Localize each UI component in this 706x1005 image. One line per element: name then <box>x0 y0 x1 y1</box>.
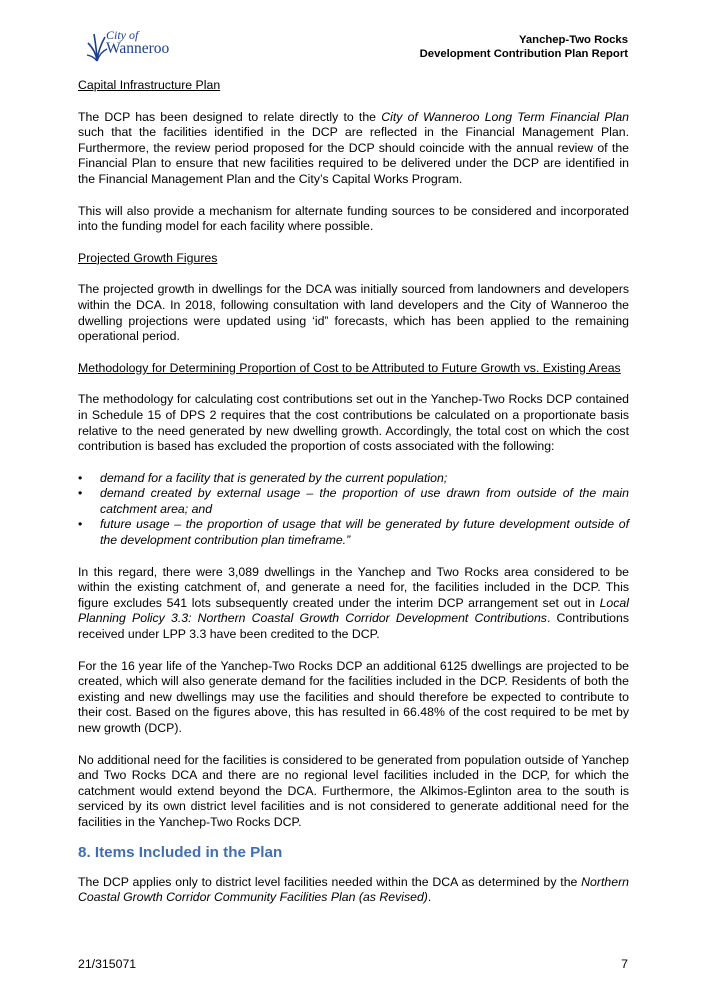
growth-paragraph: The projected growth in dwellings for the DCA was initially sourced from landowners and developers within the DCA. In 2018, following consultation with land developers and the City of Wanneroo the dwelling projections were updated using ‘id” forecasts, which has been applied to the remaining operational period. <box>78 282 629 344</box>
list-item: • demand created by external usage – the proportion of use drawn from outside of the main catchment area; and <box>78 486 629 516</box>
document-number: 21/315071 <box>78 957 137 971</box>
items-paragraph: The DCP applies only to district level facilities needed within the DCA as determined by the Northern Coastal Growth Corridor Community Facilities Plan (as Revised). <box>78 874 629 905</box>
logo-city-text: City of <box>106 28 139 42</box>
regard-paragraph: In this regard, there were 3,089 dwellings in the Yanchep and Two Rocks area considered to be within the existing catchment of, and generate a need for, the facilities included in the DCP. This figure excludes 541 lots subsequently created under the interim DCP arrangement set out in Local Planning Policy 3.3: Northern Coastal Growth Corridor Development Contributions. Contributions received under LPP 3.3 have been credited to the DCP. <box>78 564 630 642</box>
logo-name-text: Wanneroo <box>106 40 170 57</box>
no-additional-need-paragraph: No additional need for the facilities is considered to be generated from population outside of Yanchep and Two Rocks DCA and there are no regional level facilities included in the DCP, for which the catchment would extend beyond the DCA. Furthermore, the Alkimos-Eglinton area to the south is serviced by its own district level facilities and is not considered to generate additional need for the facilities in the Yanchep-Two Rocks DCP. <box>78 752 629 829</box>
methodology-paragraph: The methodology for calculating cost contributions set out in the Yanchep-Two Rocks DCP contained in Schedule 15 of DPS 2 requires that the cost contributions be calculated on a proportionate basis relative to the need generated by new dwelling growth. Accordingly, the total cost on which the cost contribution is based has excluded the proportion of costs associated with the following: <box>78 392 629 454</box>
items-section-heading: 8. Items Included in the Plan <box>78 843 283 861</box>
list-item: • demand for a facility that is generated by the current population; <box>78 470 448 485</box>
capital-paragraph-1: The DCP has been designed to relate directly to the City of Wanneroo Long Term Financial Plan such that the facilities identified in the DCP are reflected in the Financial Management Plan. Furthermore, the review period proposed for the DCP should coincide with the annual review of the Financial Plan to ensure that new facilities required to be delivered under the DCP are identified in the Financial Management Plan and the City’s Capital Works Program. <box>78 109 629 186</box>
capital-heading: Capital Infrastructure Plan <box>78 78 221 92</box>
city-logo <box>86 29 196 65</box>
list-item: • future usage – the proportion of usage that will be generated by future development outside of the development contribution plan timeframe.” <box>78 517 629 548</box>
header-line-2: Development Contribution Plan Report <box>419 48 628 60</box>
cost-exclusion-list <box>78 471 629 549</box>
report-header <box>420 33 628 61</box>
methodology-heading: Methodology for Determining Proportion of Cost to be Attributed to Future Growth vs. Existing Areas <box>78 360 621 375</box>
page-number: 7 <box>621 957 628 971</box>
body-content <box>78 78 629 906</box>
dcp-life-paragraph: For the 16 year life of the Yanchep-Two Rocks DCP an additional 6125 dwellings are projected to be created, which will also generate demand for the facilities included in the DCP. Residents of both the existing and new dwellings may use the facilities and should therefore be expected to contribute to their cost. Based on the figures above, this has resulted in 66.48% of the cost required to be met by new growth (DCP). <box>78 658 629 735</box>
growth-heading: Projected Growth Figures <box>78 250 218 265</box>
capital-paragraph-2: This will also provide a mechanism for alternate funding sources to be considered and incorporated into the funding model for each facility where possible. <box>78 203 629 234</box>
header-line-1: Yanchep-Two Rocks <box>518 34 628 46</box>
wanneroo-seagrass-logo-icon <box>86 31 108 63</box>
